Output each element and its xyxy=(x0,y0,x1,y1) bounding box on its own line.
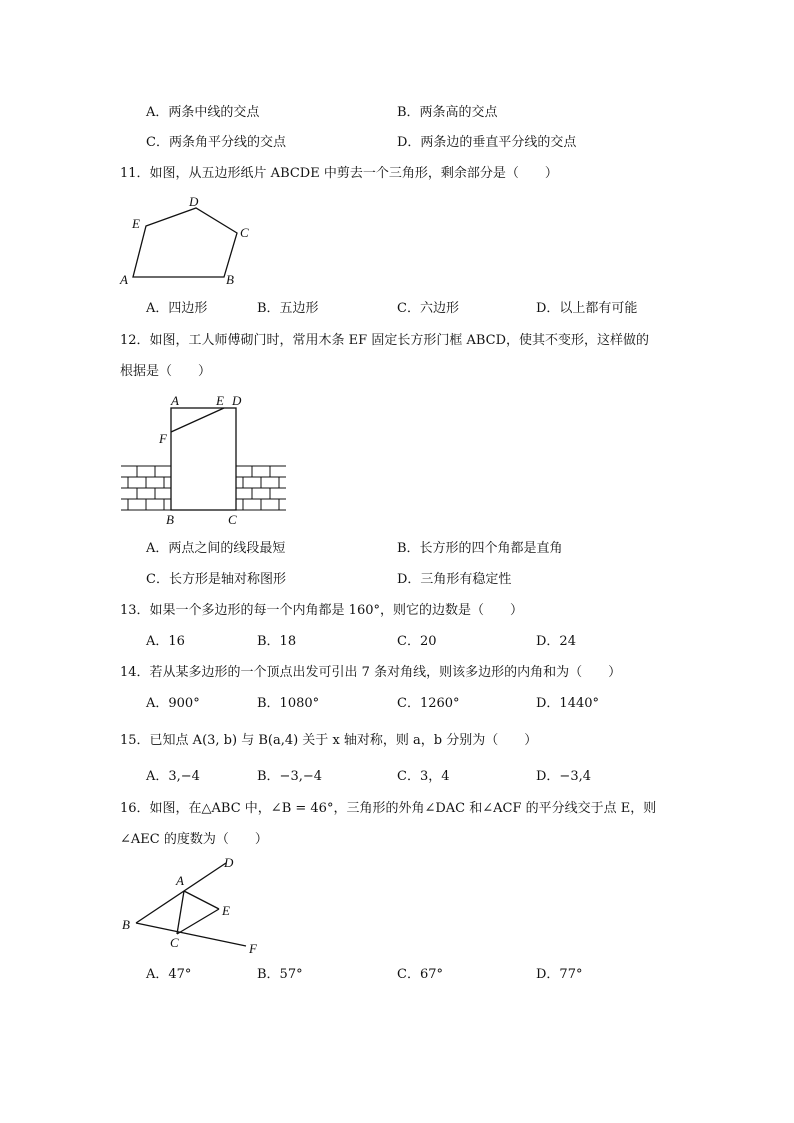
q14-option-b: B．1080° xyxy=(257,696,320,711)
q16-option-d: D．77° xyxy=(536,967,583,982)
q16-stem-line2: ∠AEC 的度数为（ ） xyxy=(120,832,268,847)
q13-option-c: C．20 xyxy=(397,634,437,649)
q16-label-d: D xyxy=(224,855,234,870)
q10-option-c: C．两条角平分线的交点 xyxy=(146,135,286,150)
q11-option-c: C．六边形 xyxy=(397,301,459,316)
q14-stem: 14．若从某多边形的一个顶点出发可引出 7 条对角线，则该多边形的内角和为（ ） xyxy=(120,665,622,680)
q16-option-a: A．47° xyxy=(146,967,192,982)
q10-option-a: A．两条中线的交点 xyxy=(146,105,260,120)
q11-label-b: B xyxy=(226,272,234,287)
q12-option-d: D．三角形有稳定性 xyxy=(397,572,512,587)
q16-label-c: C xyxy=(170,935,179,950)
q16-option-b: B．57° xyxy=(257,967,303,982)
q13-stem: 13．如果一个多边形的每一个内角都是 160°，则它的边数是（ ） xyxy=(120,603,523,618)
q11-label-e: E xyxy=(132,216,140,231)
segment-ac xyxy=(177,891,184,934)
q14-option-a: A．900° xyxy=(146,696,200,711)
q12-option-a: A．两点之间的线段最短 xyxy=(146,541,286,556)
q11-option-a: A．四边形 xyxy=(146,301,208,316)
q15-option-c: C．3，4 xyxy=(397,769,450,784)
segment-ce xyxy=(177,909,219,934)
q15-stem: 15．已知点 A(3, b) 与 B(a,4) 关于 x 轴对称，则 a，b 分别为（ ） xyxy=(120,733,538,748)
q12-label-c: C xyxy=(228,512,237,527)
q12-option-b: B．长方形的四个角都是直角 xyxy=(397,541,563,556)
q11-label-c: C xyxy=(240,225,249,240)
q12-label-d: D xyxy=(232,393,242,408)
q14-option-c: C．1260° xyxy=(397,696,460,711)
q12-label-e: E xyxy=(216,393,224,408)
q10-option-d: D．两条边的垂直平分线的交点 xyxy=(397,135,577,150)
q16-label-e: E xyxy=(222,903,230,918)
ray-bf xyxy=(136,923,246,946)
q10-option-b: B．两条高的交点 xyxy=(397,105,498,120)
q16-option-c: C．67° xyxy=(397,967,443,982)
q11-option-d: D．以上都有可能 xyxy=(536,301,638,316)
q16-label-b: B xyxy=(122,917,130,932)
q11-label-d: D xyxy=(189,194,199,209)
q14-option-d: D．1440° xyxy=(536,696,600,711)
q11-label-a: A xyxy=(120,272,128,287)
q15-option-b: B．−3,−4 xyxy=(257,769,323,784)
q13-option-b: B．18 xyxy=(257,634,297,649)
q12-label-b: B xyxy=(166,512,174,527)
q16-label-a: A xyxy=(176,873,184,888)
q15-option-a: A．3,−4 xyxy=(146,769,200,784)
q16-stem-line1: 16．如图，在△ABC 中，∠B = 46°，三角形的外角∠DAC 和∠ACF 的平分线交于点 E，则 xyxy=(120,801,657,816)
segment-ae xyxy=(184,891,219,909)
q15-option-d: D．−3,4 xyxy=(536,769,591,784)
q12-option-c: C．长方形是轴对称图形 xyxy=(146,572,286,587)
q13-option-a: A．16 xyxy=(146,634,185,649)
q16-label-f: F xyxy=(249,941,257,956)
q12-stem-line1: 12．如图，工人师傅砌门时，常用木条 EF 固定长方形门框 ABCD，使其不变形，这样做的 xyxy=(120,333,650,348)
q12-label-f: F xyxy=(159,431,167,446)
q11-option-b: B．五边形 xyxy=(257,301,319,316)
q12-stem-line2: 根据是（ ） xyxy=(120,364,212,379)
q13-option-d: D．24 xyxy=(536,634,576,649)
ray-bd xyxy=(136,863,226,923)
q11-stem: 11．如图，从五边形纸片 ABCDE 中剪去一个三角形，剩余部分是（ ） xyxy=(120,166,558,181)
q12-label-a: A xyxy=(171,393,179,408)
